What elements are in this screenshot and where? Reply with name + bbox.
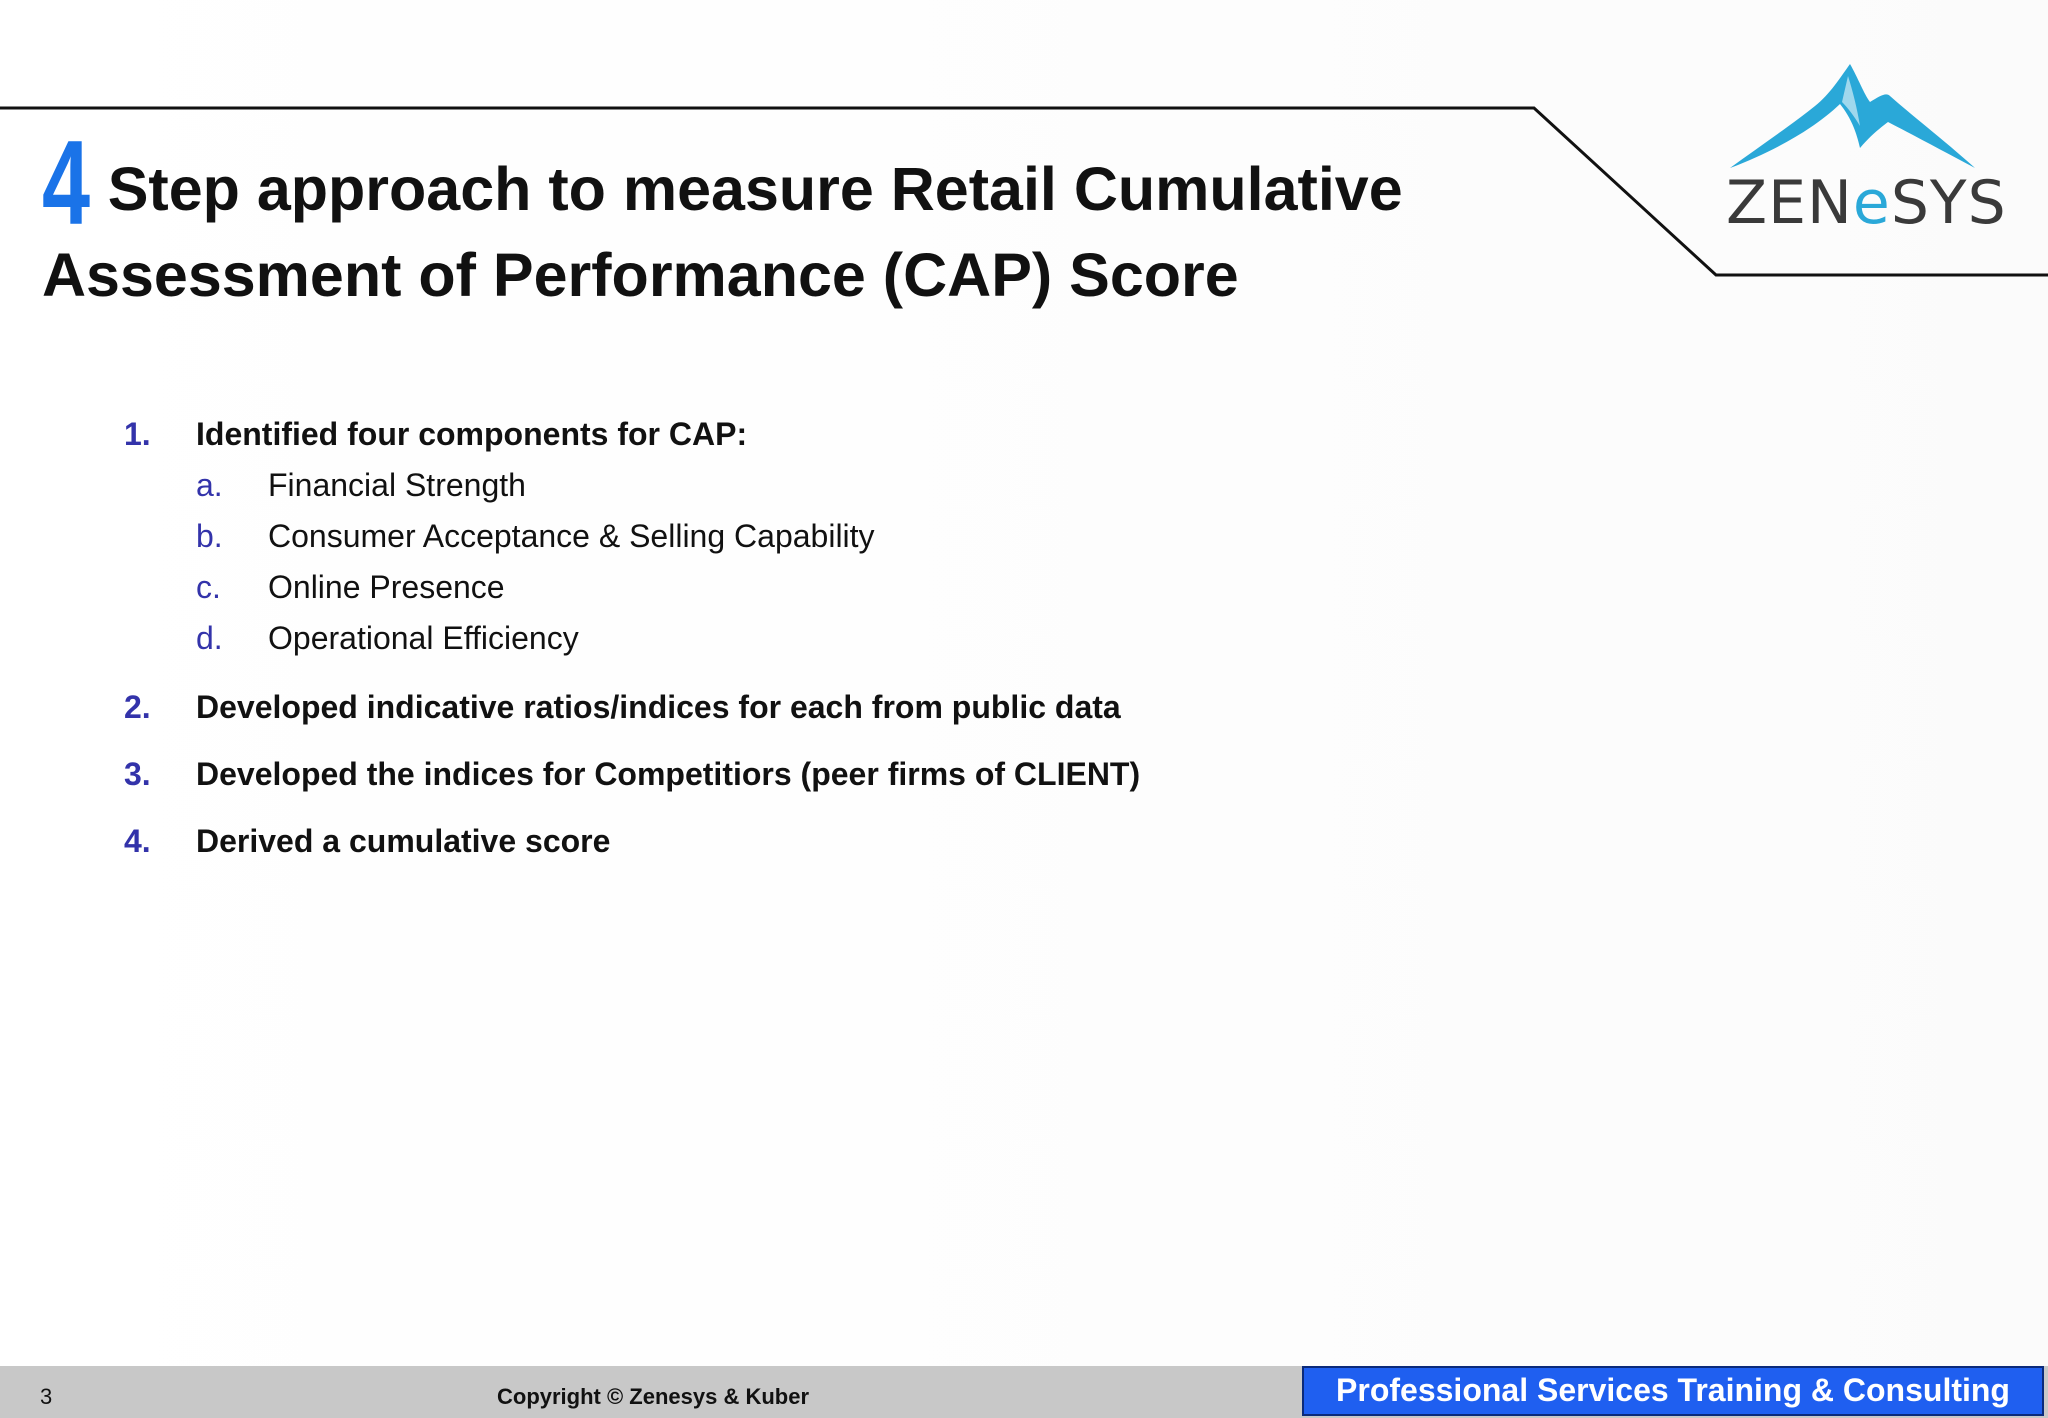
list-subitem: b. Consumer Acceptance & Selling Capability [196, 518, 875, 554]
page-title [42, 116, 1522, 318]
tagline-banner: Professional Services Training & Consulting [1302, 1366, 2044, 1416]
logo-wordmark: ZENeSYS [1726, 168, 2007, 238]
title-text: Step approach to measure Retail Cumulative Assessment of Performance (CAP) Score [42, 155, 1403, 309]
list-subitem: c. Online Presence [196, 569, 505, 605]
list-item: 2. Developed indicative ratios/indices for each from public data [124, 689, 1121, 725]
steps-list [124, 416, 1324, 860]
page-number: 3 [40, 1384, 53, 1409]
list-item: 4. Derived a cumulative score [124, 823, 611, 859]
title-step-count: 4 [42, 116, 91, 250]
list-subitem: a. Financial Strength [196, 467, 526, 503]
list-item: 3. Developed the indices for Competitiors (peer firms of CLIENT) [124, 756, 1141, 792]
copyright-text: Copyright © Zenesys & Kuber [497, 1384, 810, 1409]
list-item: 1. Identified four components for CAP: [124, 416, 748, 452]
list-subitem: d. Operational Efficiency [196, 620, 579, 656]
